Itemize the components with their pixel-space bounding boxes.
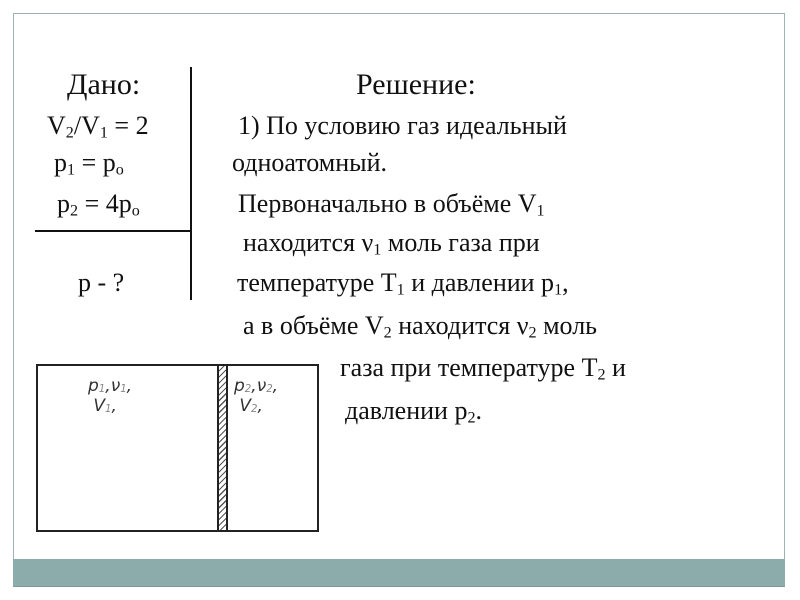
subscript: 2 <box>467 409 476 427</box>
volume-symbol: V <box>93 396 106 416</box>
solution-text: давлении p <box>345 396 468 425</box>
solution-text: находится ν <box>391 311 529 340</box>
left-chamber-label: $p_1,\nu_1$, $V_1$, <box>88 376 133 416</box>
subscript: 2 <box>65 124 74 142</box>
subscript: o <box>131 202 140 220</box>
solution-text: одноатомный. <box>232 148 388 177</box>
solution-text: моль <box>536 311 598 340</box>
solution-text: находится ν <box>243 228 374 257</box>
given-text: p <box>54 148 67 177</box>
subscript: 1 <box>67 161 76 179</box>
solution-text: 1) По условию газ идеальный <box>238 111 567 140</box>
moles-symbol: ν <box>256 376 267 396</box>
subscript: 2 <box>244 384 252 396</box>
subscript: 1 <box>120 384 127 396</box>
solution-text: и <box>605 353 626 382</box>
solution-text: моль газа при <box>381 228 540 257</box>
subscript: 2 <box>383 324 392 342</box>
given-divider-vertical <box>190 67 192 300</box>
pressure-symbol: p <box>234 376 245 396</box>
solution-line-5 <box>237 268 569 299</box>
solution-text: Первоначально в объёме V <box>238 189 537 218</box>
given-item-p1 <box>54 148 124 179</box>
subscript: 2 <box>70 202 79 220</box>
solution-line-2 <box>232 150 387 176</box>
volume-symbol: V <box>239 396 252 416</box>
subscript: 1 <box>536 202 545 220</box>
subscript: 1 <box>396 281 405 299</box>
pressure-symbol: p <box>88 376 99 396</box>
given-item-volume-ratio <box>47 111 149 142</box>
given-divider-horizontal <box>35 230 192 232</box>
subscript: 2 <box>528 324 537 342</box>
solution-line-8 <box>345 396 483 427</box>
solution-text: газа при температуре T <box>340 353 598 382</box>
cylinder-diagram <box>36 364 319 532</box>
subscript: 1 <box>554 281 563 299</box>
subscript: 2 <box>266 384 273 396</box>
given-text: = p <box>75 148 116 177</box>
subscript: o <box>115 161 124 179</box>
given-item-p2 <box>57 189 140 220</box>
piston-hatched <box>217 366 228 530</box>
subscript: 1 <box>105 404 112 416</box>
subscript: 1 <box>98 384 106 396</box>
given-text: V <box>47 111 66 140</box>
solution-line-3 <box>238 189 545 220</box>
given-text: p <box>57 189 70 218</box>
solution-heading: Решение: <box>356 68 476 101</box>
solution-text: а в объёме V <box>243 311 384 340</box>
slide-footer-bar <box>13 559 785 587</box>
given-text: = 4p <box>78 189 132 218</box>
solution-text: . <box>475 396 483 425</box>
subscript: 1 <box>99 124 108 142</box>
find-unknown: p - ? <box>78 268 125 297</box>
solution-line-4 <box>243 228 540 259</box>
given-text: = 2 <box>107 111 149 140</box>
subscript: 1 <box>373 241 382 259</box>
solution-text: температуре T <box>237 268 397 297</box>
solution-text: , <box>562 268 569 297</box>
right-chamber-label: $p_2,\nu_2$, $V_2$, <box>234 376 279 416</box>
given-text: /V <box>73 111 100 140</box>
solution-text: и давлении p <box>404 268 555 297</box>
moles-symbol: ν <box>110 376 121 396</box>
subscript: 2 <box>251 404 258 416</box>
given-heading: Дано: <box>67 68 141 101</box>
solution-line-7 <box>340 353 626 384</box>
solution-line-6 <box>243 311 598 342</box>
subscript: 2 <box>597 366 606 384</box>
solution-line-1 <box>238 113 567 139</box>
